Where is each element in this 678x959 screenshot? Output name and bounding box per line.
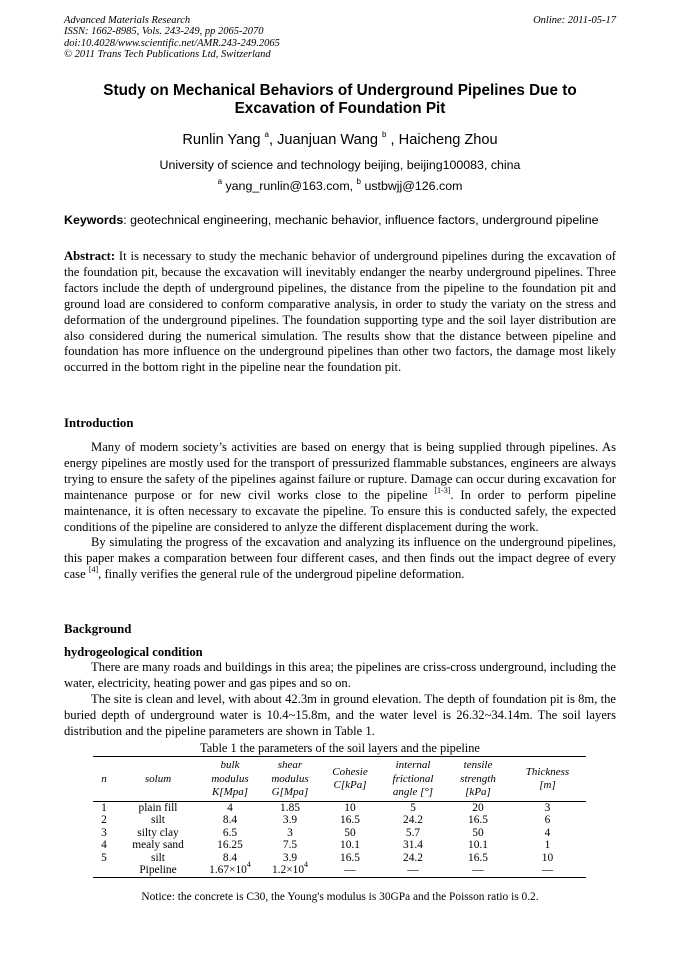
author-sep: , bbox=[386, 132, 399, 148]
journal-header bbox=[64, 15, 616, 61]
author-list bbox=[64, 132, 616, 148]
paragraph: By simulating the progress of the excavation and analyzing its influence on the underground pipelines, this paper makes a comparation between four different cases, and then finds out the impact degree of every case [4], finally verifies the general rule of the undergroud pipeline deformation. bbox=[64, 535, 616, 582]
keywords-text: : geotechnical engineering, mechanic behavior, influence factors, underground pipeline bbox=[123, 213, 599, 227]
author-sep: , bbox=[269, 132, 278, 148]
column-header: shear modulus G[Mpa] bbox=[259, 757, 321, 802]
table-row: Pipeline $1.67\times 10^4$ $1.2\times 10^4$ — — — — bbox=[93, 864, 586, 877]
table-row: 2 silt 8.4 3.9 16.5 24.2 16.5 6 bbox=[101, 814, 551, 826]
column-header: bulk modulus K[Mpa] bbox=[201, 757, 259, 802]
section-heading-background: Background bbox=[64, 622, 132, 636]
author-3: Haicheng Zhou bbox=[398, 132, 498, 148]
column-header: solum bbox=[115, 757, 201, 802]
copyright-line: © 2011 Trans Tech Publications Ltd, Switzerland bbox=[64, 49, 271, 61]
author-2-sup: b bbox=[382, 130, 387, 140]
column-header: internal frictional angle [°] bbox=[379, 757, 447, 802]
abstract bbox=[64, 249, 616, 376]
paragraph: Many of modern society’s activities are based on energy that is being supplied through pipelines. As energy pipelines are mostly used for the transport of pressurized flammable substances, engineers are always trying to ensure the safety of the pipelines against failure or rupture. Damage can occur during excavation for maintenance purpose or for new civil works close to the pipeline [1-3]. In order to perform pipeline maintenance, it is often necessary to excavate the pipeline. To ensure this is conducted safely, the expected conditions of the pipeline are considered to anlyze the different displacement during the work. bbox=[64, 440, 616, 534]
table-row: 5 silt 8.4 3.9 16.5 24.2 16.5 10 bbox=[101, 851, 554, 864]
abstract-label: Abstract: bbox=[64, 249, 116, 263]
table-row: 3 silty clay 6.5 3 50 5.7 50 4 bbox=[101, 826, 551, 839]
email-1[interactable]: yang_runlin@163.com bbox=[225, 179, 350, 193]
title-line-1: Study on Mechanical Behaviors of Underground Pipelines Due to bbox=[103, 82, 577, 99]
subsection-heading-hydrogeology: hydrogeological condition bbox=[64, 645, 203, 659]
column-header: n bbox=[93, 757, 115, 802]
table-caption: Table 1 the parameters of the soil layers and the pipeline bbox=[200, 741, 480, 755]
doi-line[interactable]: doi:10.4028/www.scientific.net/AMR.243-249.2065 bbox=[64, 37, 280, 49]
email-list bbox=[64, 176, 616, 193]
online-date: Online: 2011-05-17 bbox=[533, 15, 616, 26]
author-1: Runlin Yang bbox=[182, 132, 265, 148]
column-header: Thickness [m] bbox=[509, 757, 586, 802]
table-notice: Notice: the concrete is C30, the Young's modulus is 30GPa and the Poisson ratio is 0.2. bbox=[141, 891, 539, 903]
keywords-label: Keywords bbox=[64, 213, 124, 227]
author-1-sup: a bbox=[264, 130, 269, 140]
paper-title bbox=[64, 82, 616, 118]
section-heading-introduction: Introduction bbox=[64, 416, 134, 430]
table-row: 4 mealy sand 16.25 7.5 10.1 31.4 10.1 1 bbox=[101, 839, 551, 851]
abstract-text: It is necessary to study the mechanic behavior of underground pipelines during the excavation of the foundation pit, because the excavation will inevitably endanger the nearby underground pipelines. Three factors include the depth of underground pipelines, the distance from the pipeline to the foundation pit and ground load are considered to conform comparative analysis, in order to study the variaty on the stress and deformation of the underground pipelines. The foundation supporting type and the soil layer distribution are also considered during the numerical simulation. The results show that the distance between pipeline and foundation has more influence on the underground pipelines than other two factors, the damage most likely occurred in the bottom right in the pipeline near the foundation pit. bbox=[64, 249, 616, 375]
email-2[interactable]: ustbwjj@126.com bbox=[364, 179, 463, 193]
column-header: Cohesie C[kPa] bbox=[321, 757, 379, 802]
email-sup-b: b bbox=[356, 176, 361, 186]
affiliation: University of science and technology beijing, beijing100083, china bbox=[159, 158, 521, 172]
paragraph: The site is clean and level, with about 42.3m in ground elevation. The depth of foundation pit is 8m, the buried depth of underground water is 10.4~15.8m, and the water level is 26.32~34.14m. The soil layers distribution and the pipeline parameters are shown in Table 1. bbox=[64, 691, 616, 738]
keywords bbox=[64, 213, 624, 227]
author-2: Juanjuan Wang bbox=[277, 132, 383, 148]
table-header-row bbox=[93, 757, 586, 802]
journal-name: Advanced Materials Research bbox=[64, 15, 191, 26]
paragraph: There are many roads and buildings in this area; the pipelines are criss-cross underground, including the water, electricity, heating power and gas pipes and so on. bbox=[64, 660, 616, 690]
introduction-body bbox=[64, 440, 616, 583]
column-header: tensile strength [kPa] bbox=[447, 757, 509, 802]
soil-parameter-table bbox=[93, 756, 586, 878]
email-sep: , bbox=[349, 179, 357, 193]
issn-line: ISSN: 1662-8985, Vols. 243-249, pp 2065-2070 bbox=[64, 26, 264, 38]
table-row: 1 plain fill 4 1.85 10 5 20 3 bbox=[101, 801, 551, 814]
email-sup-a: a bbox=[217, 176, 223, 186]
title-line-2: Excavation of Foundation Pit bbox=[234, 100, 446, 117]
background-body bbox=[64, 660, 616, 740]
